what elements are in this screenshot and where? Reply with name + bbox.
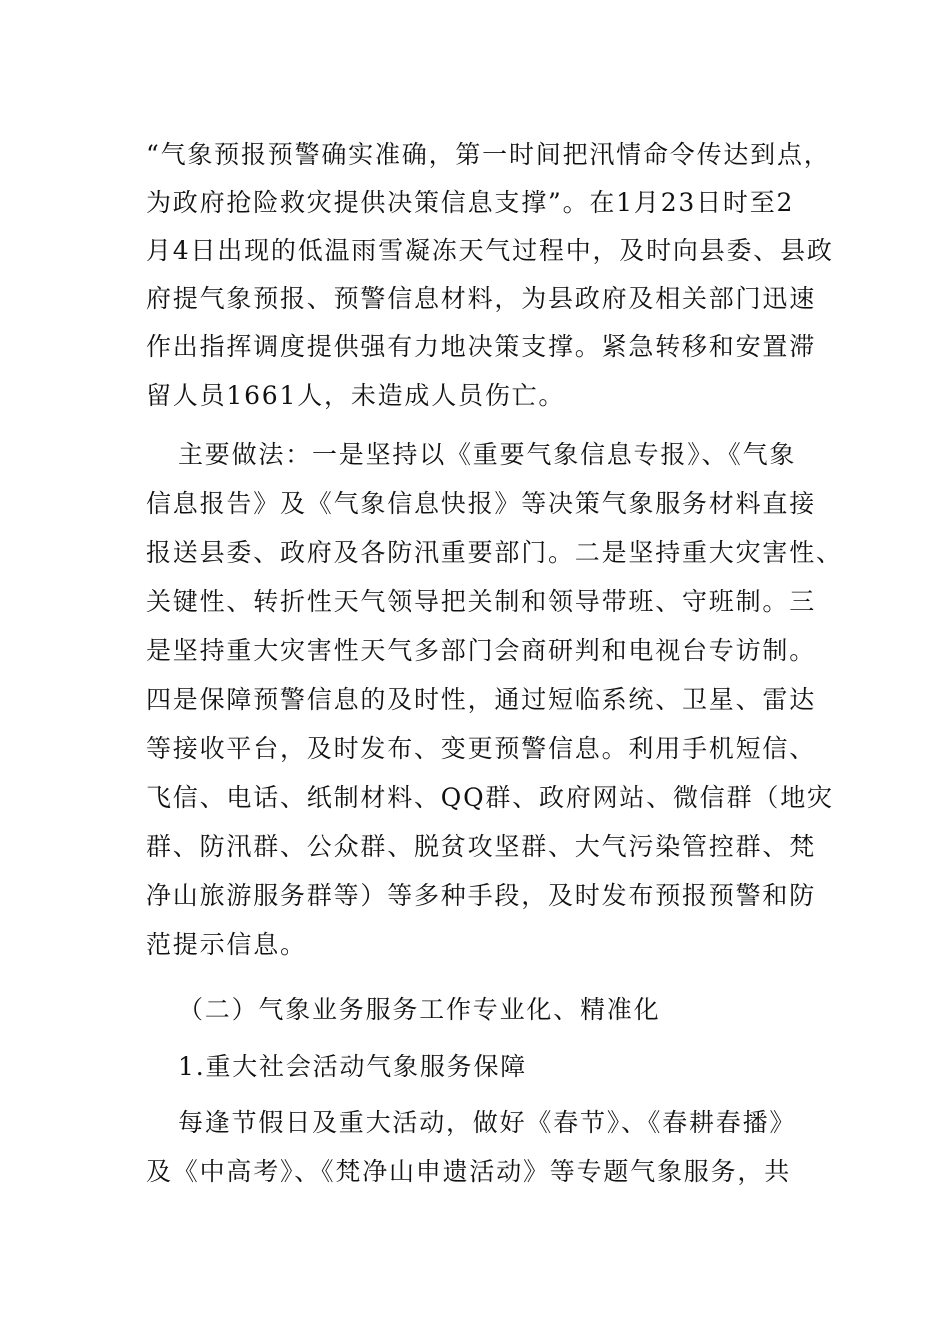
paragraph-line: 四是保障预警信息的及时性，通过短临系统、卫星、雷达 bbox=[146, 685, 817, 714]
paragraph-line: 府提气象预报、预警信息材料，为县政府及相关部门迅速 bbox=[146, 284, 817, 313]
paragraph-line: 主要做法：一是坚持以《重要气象信息专报》、《气象 bbox=[178, 440, 797, 469]
paragraph-line: 信息报告》及《气象信息快报》等决策气象服务材料直接 bbox=[146, 489, 817, 518]
paragraph-line: 每逢节假日及重大活动，做好《春节》、《春耕春播》 bbox=[178, 1108, 797, 1137]
paragraph-line: 是坚持重大灾害性天气多部门会商研判和电视台专访制。 bbox=[146, 636, 817, 665]
subsection-heading: 1.重大社会活动气象服务保障 bbox=[178, 1052, 528, 1081]
paragraph-line: 等接收平台，及时发布、变更预警信息。利用手机短信、 bbox=[146, 734, 817, 763]
paragraph-line: 群、防汛群、公众群、脱贫攻坚群、大气污染管控群、梵 bbox=[146, 832, 817, 861]
paragraph-line: 飞信、电话、纸制材料、QQ群、政府网站、微信群（地灾 bbox=[146, 783, 834, 812]
paragraph-line: 报送县委、政府及各防汛重要部门。二是坚持重大灾害性、 bbox=[146, 538, 843, 567]
paragraph-line: 及《中高考》、《梵净山申遗活动》等专题气象服务，共 bbox=[146, 1157, 792, 1186]
paragraph-line: 作出指挥调度提供强有力地决策支撑。紧急转移和安置滞 bbox=[146, 332, 817, 361]
paragraph-line: 关键性、转折性天气领导把关制和领导带班、守班制。三 bbox=[146, 587, 817, 616]
paragraph-line: 净山旅游服务群等）等多种手段，及时发布预报预警和防 bbox=[146, 881, 817, 910]
paragraph-line: 月4日出现的低温雨雪凝冻天气过程中，及时向县委、县政 bbox=[146, 236, 834, 265]
paragraph-line: 为政府抢险救灾提供决策信息支撑”。在1月23日时至2 bbox=[146, 188, 795, 217]
paragraph-line: 留人员1661人，未造成人员伤亡。 bbox=[146, 381, 566, 410]
paragraph-line: 范提示信息。 bbox=[146, 930, 307, 959]
section-heading: （二）气象业务服务工作专业化、精准化 bbox=[178, 995, 661, 1024]
paragraph-line: “气象预报预警确实准确，第一时间把汛情命令传达到点， bbox=[146, 140, 831, 169]
